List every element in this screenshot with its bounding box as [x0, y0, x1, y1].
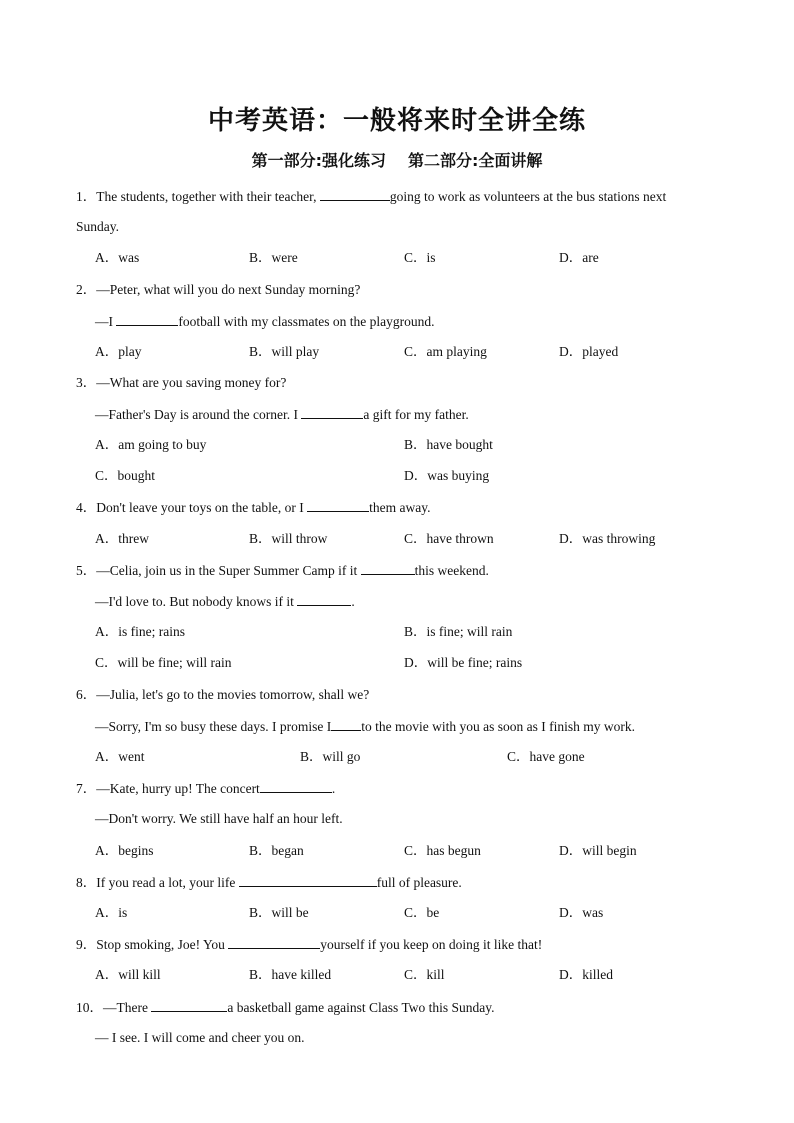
question-text: them away.	[369, 500, 431, 515]
answer-blank	[301, 405, 363, 419]
question-number: 4．	[76, 500, 97, 515]
question-text: —What are you saving money for?	[96, 375, 287, 390]
option-a: A．play	[95, 344, 142, 359]
question-9	[76, 935, 542, 954]
question-text: .	[351, 594, 355, 609]
question-number: 3．	[76, 375, 97, 390]
question-5-response	[95, 592, 355, 611]
subtitle-part-2: 第二部分:全面讲解	[408, 151, 543, 170]
option-c: C．am playing	[404, 344, 487, 359]
answer-blank	[307, 498, 369, 512]
answer-blank	[116, 312, 178, 326]
question-text: Don't leave your toys on the table, or I	[96, 500, 308, 515]
question-7	[76, 779, 335, 798]
option-d: D．was buying	[404, 468, 490, 483]
question-text: Stop smoking, Joe! You	[96, 937, 229, 952]
question-3-response	[95, 405, 469, 424]
question-7-response: —Don't worry. We still have half an hour left.	[95, 811, 343, 826]
option-d: D．will be fine; rains	[404, 655, 523, 670]
question-text: going to work as volunteers at the bus stations next	[389, 189, 667, 204]
question-text: a gift for my father.	[363, 407, 469, 422]
question-5	[76, 561, 489, 580]
option-b: B．began	[249, 843, 304, 858]
answer-blank	[297, 592, 351, 606]
question-text: —Celia, join us in the Super Summer Camp if it	[96, 563, 361, 578]
question-6	[76, 686, 369, 704]
answer-blank	[361, 561, 415, 575]
question-text: yourself if you keep on doing it like that!	[320, 937, 543, 952]
question-number: 7．	[76, 781, 97, 796]
option-a: A．begins	[95, 843, 154, 858]
answer-blank	[260, 779, 332, 793]
question-text: —Peter, what will you do next Sunday morning?	[96, 282, 361, 297]
subtitle-part-1: 第一部分:强化练习	[251, 151, 386, 170]
question-text: a basketball game against Class Two this Sunday.	[227, 1000, 495, 1015]
answer-blank	[331, 717, 361, 731]
answer-blank	[228, 935, 320, 949]
question-text: If you read a lot, your life	[96, 875, 239, 890]
question-text: —Sorry, I'm so busy these days. I promise I	[95, 719, 332, 734]
page-title: 中考英语：一般将来时全讲全练	[207, 106, 586, 136]
option-c: C．is	[404, 250, 436, 265]
option-c: C．bought	[95, 468, 156, 483]
question-number: 8．	[76, 875, 97, 890]
option-d: D．killed	[559, 967, 613, 982]
question-1-continued: Sunday.	[76, 219, 119, 234]
question-10	[76, 998, 495, 1017]
question-text: —Father's Day is around the corner. I	[95, 407, 302, 422]
option-d: D．are	[559, 250, 599, 265]
option-a: A．will kill	[95, 967, 161, 982]
question-text: —There	[103, 1000, 152, 1015]
question-number: 9．	[76, 937, 97, 952]
option-c: C．has begun	[404, 843, 481, 858]
option-d: D．was	[559, 905, 604, 920]
option-c: C．will be fine; will rain	[95, 655, 232, 670]
option-c: C．be	[404, 905, 440, 920]
option-a: A．is	[95, 905, 128, 920]
page-subtitle	[0, 148, 794, 171]
question-number: 6．	[76, 687, 97, 702]
option-a: A．am going to buy	[95, 437, 207, 452]
option-b: B．will throw	[249, 531, 328, 546]
question-text: to the movie with you as soon as I finish my work.	[361, 719, 636, 734]
option-d: D．played	[559, 344, 619, 359]
question-text: —Kate, hurry up! The concert	[96, 781, 260, 796]
answer-blank	[320, 187, 390, 201]
question-text: .	[331, 781, 336, 796]
question-number: 2．	[76, 282, 97, 297]
option-a: A．went	[95, 749, 145, 764]
option-b: B．were	[249, 250, 298, 265]
question-1	[76, 187, 666, 206]
question-2-response	[95, 312, 434, 331]
option-a: A．was	[95, 250, 140, 265]
option-b: B．have killed	[249, 967, 332, 982]
option-a: A．threw	[95, 531, 149, 546]
question-number: 10．	[76, 1000, 103, 1015]
question-2	[76, 281, 360, 299]
option-d: D．was throwing	[559, 531, 656, 546]
option-b: B．will be	[249, 905, 309, 920]
question-text: football with my classmates on the playground.	[178, 314, 435, 329]
answer-blank	[151, 998, 227, 1012]
option-c: C．kill	[404, 967, 445, 982]
option-b: B．will go	[300, 749, 361, 764]
question-text: —Julia, let's go to the movies tomorrow, shall we?	[96, 687, 370, 702]
question-8	[76, 873, 462, 892]
option-b: B．have bought	[404, 437, 493, 452]
question-text: this weekend.	[414, 563, 489, 578]
question-text: —I'd love to. But nobody knows if it	[95, 594, 298, 609]
question-number: 1．	[76, 189, 97, 204]
option-c: C．have gone	[507, 749, 585, 764]
question-text: The students, together with their teacher,	[96, 189, 320, 204]
question-3	[76, 374, 286, 392]
question-4	[76, 498, 431, 517]
answer-blank	[239, 873, 377, 887]
question-6-response	[95, 717, 635, 736]
question-10-response: — I see. I will come and cheer you on.	[95, 1030, 305, 1045]
option-c: C．have thrown	[404, 531, 494, 546]
question-text: full of pleasure.	[376, 875, 462, 890]
option-a: A．is fine; rains	[95, 624, 185, 639]
option-d: D．will begin	[559, 843, 637, 858]
question-number: 5．	[76, 563, 97, 578]
option-b: B．is fine; will rain	[404, 624, 513, 639]
option-b: B．will play	[249, 344, 320, 359]
question-text: —I	[95, 314, 117, 329]
